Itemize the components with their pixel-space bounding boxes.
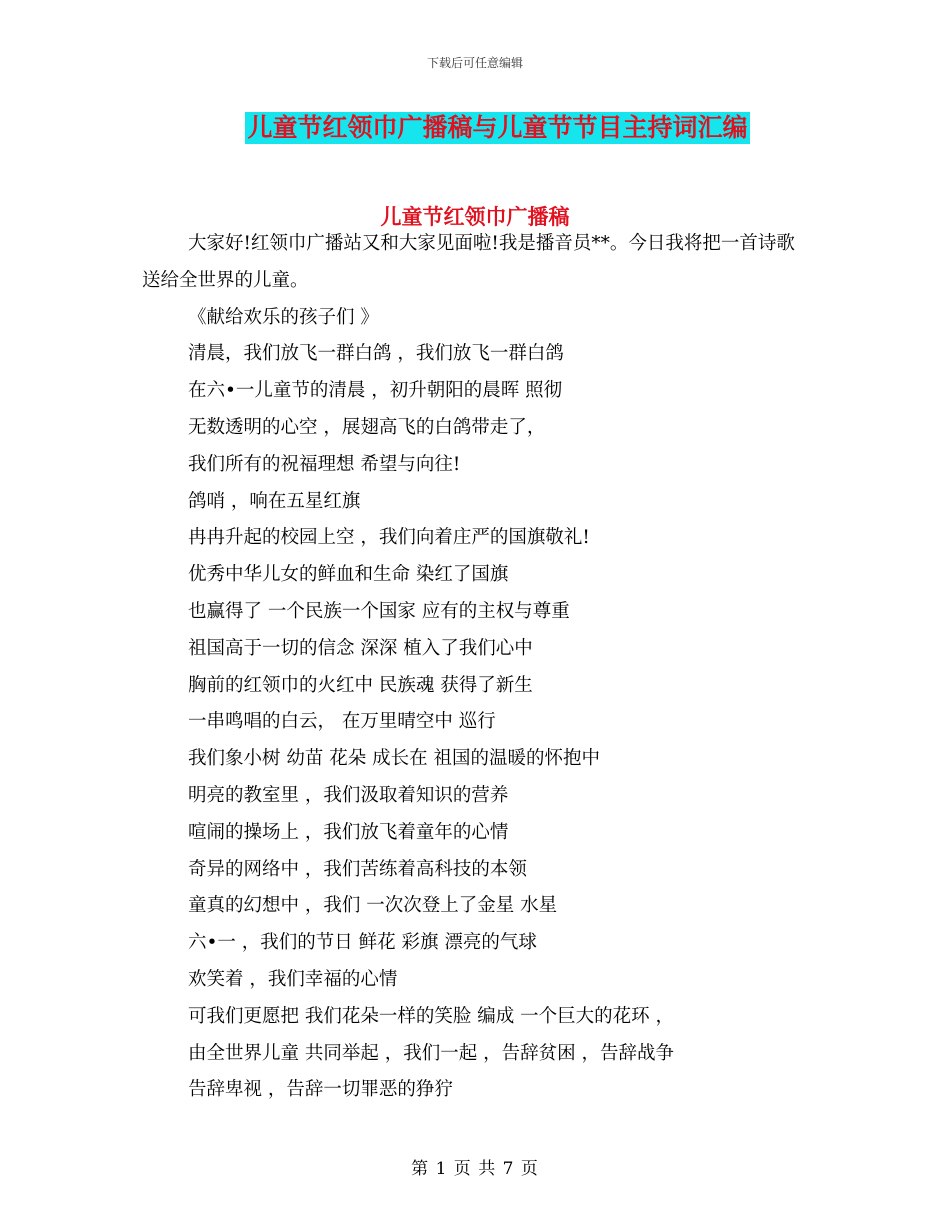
- poem-line: 《献给欢乐的孩子们 》: [188, 306, 379, 328]
- poem-line: 奇异的网络中 ，我们苦练着高科技的本领: [188, 858, 527, 880]
- poem-line: 明亮的教室里 ，我们汲取着知识的营养: [188, 784, 509, 806]
- poem-line: 也赢得了 一个民族一个国家 应有的主权与尊重: [188, 600, 570, 622]
- page-header: 下载后可任意编辑: [426, 56, 523, 70]
- poem-line: 优秀中华儿女的鲜血和生命 染红了国旗: [188, 564, 509, 586]
- document-title-container: [0, 112, 950, 144]
- poem-line: 在六•一儿童节的清晨 ，初升朝阳的晨晖 照彻: [188, 380, 563, 402]
- poem-line: 无数透明的心空 ，展翅高飞的白鸽带走了，: [188, 416, 546, 438]
- poem-line: 六•一 ，我们的节日 鲜花 彩旗 漂亮的气球: [188, 932, 537, 954]
- poem-line: 清晨，我们放飞一群白鸽 ，我们放飞一群白鸽: [188, 343, 564, 365]
- section-title: 儿童节红领巾广播稿: [380, 205, 570, 229]
- poem-line: 可我们更愿把 我们花朵一样的笑脸 编成 一个巨大的花环 ，: [188, 1005, 675, 1027]
- poem-line: 童真的幻想中 ，我们 一次次登上了金星 水星: [188, 895, 558, 917]
- intro-paragraph: 大家好!红领巾广播站又和大家见面啦!我是播音员**。今日我将把一首诗歌送给全世界的儿童。: [142, 233, 795, 291]
- document-title: 儿童节红领巾广播稿与儿童节节目主持词汇编: [247, 113, 748, 142]
- poem-line: 我们所有的祝福理想 希望与向往!: [188, 453, 461, 475]
- poem-line: 由全世界儿童 共同举起 ，我们一起 ，告辞贫困 ，告辞战争: [188, 1042, 675, 1064]
- poem-line: 鸽哨 ，响在五星红旗: [188, 490, 361, 512]
- poem-line: 一串鸣唱的白云， 在万里晴空中 巡行: [188, 711, 496, 733]
- poem-line: 冉冉升起的校园上空 ，我们向着庄严的国旗敬礼!: [188, 527, 590, 549]
- document-body: [142, 226, 802, 1109]
- poem-line: 祖国高于一切的信念 深深 植入了我们心中: [188, 637, 533, 659]
- poem-line: 胸前的红领巾的火红中 民族魂 获得了新生: [188, 674, 533, 696]
- poem-line: 我们象小树 幼苗 花朵 成长在 祖国的温暖的怀抱中: [188, 748, 601, 770]
- poem-line: 喧闹的操场上 ，我们放飞着童年的心情: [188, 821, 509, 843]
- poem-line: 告辞卑视 ，告辞一切罪恶的狰狞: [188, 1079, 453, 1101]
- page-number-footer: 第 1 页 共 7 页: [411, 1159, 539, 1179]
- poem-line: 欢笑着 ，我们幸福的心情: [188, 968, 398, 990]
